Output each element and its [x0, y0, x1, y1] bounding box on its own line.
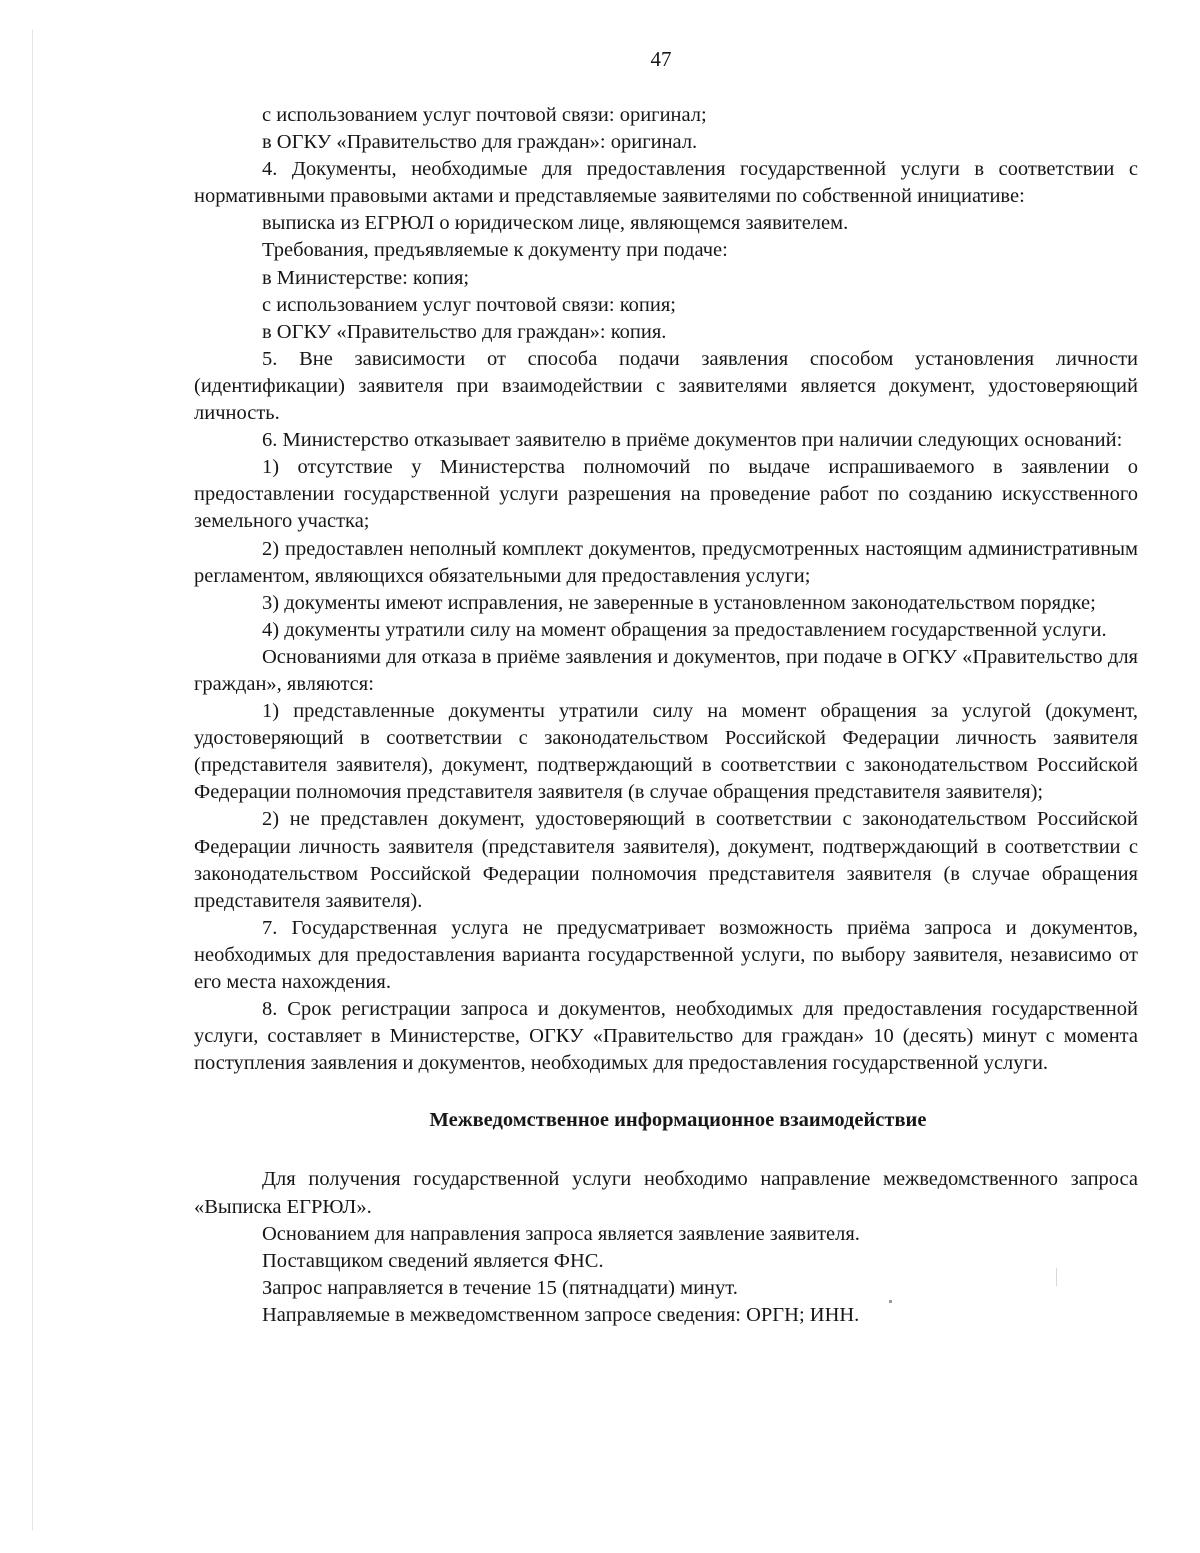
paragraph: Запрос направляется в течение 15 (пятнадцати) минут. — [262, 1276, 738, 1299]
paragraph: с использованием услуг почтовой связи: копия; — [262, 293, 676, 316]
scan-margin-line — [32, 30, 33, 1530]
page-number: 47 — [650, 47, 672, 71]
paragraph: Для получения государственной услуги необходимо направление межведомственного запроса «Выписка ЕГРЮЛ». — [194, 1168, 1138, 1218]
document-body — [194, 102, 1138, 1329]
paragraph: Основаниями для отказа в приёме заявления и документов, при подаче в ОГКУ «Правительство для граждан», являются: — [194, 645, 1138, 695]
paragraph: в ОГКУ «Правительство для граждан»: копия. — [262, 320, 667, 343]
paragraph: 4. Документы, необходимые для предоставления государственной услуги в соответствии с нормативными правовыми актами и представляемые заявителями по собственной инициативе: — [194, 158, 1138, 208]
paragraph: 8. Срок регистрации запроса и документов, необходимых для предоставления государственной услуги, составляет в Министерстве, ОГКУ «Правительство для граждан» 10 (десять) минут с момента поступления заявления и документов, необходимых для предоставления государственной услуги. — [194, 998, 1138, 1075]
paragraph: 1) представленные документы утратили силу на момент обращения за услугой (документ, удостоверяющий в соответствии с законодательством Российской Федерации личность заявителя (представителя заявителя), документ, подтверждающий в соответствии с законодательством Российской Федерации полномочия представителя заявителя (в случае обращения представителя заявителя); — [194, 700, 1138, 804]
paragraph: 7. Государственная услуга не предусматривает возможность приёма запроса и документов, необходимых для предоставления варианта государственной услуги, по выбору заявителя, независимо от его места нахождения. — [194, 916, 1138, 993]
paragraph: Поставщиком сведений является ФНС. — [262, 1249, 604, 1272]
paragraph: 3) документы имеют исправления, не заверенные в установленном законодательством порядке; — [262, 591, 1096, 614]
paragraph: 6. Министерство отказывает заявителю в приёме документов при наличии следующих оснований: — [262, 429, 1123, 452]
section-heading: Межведомственное информационное взаимодействие — [429, 1109, 927, 1132]
paragraph: выписка из ЕГРЮЛ о юридическом лице, являющемся заявителем. — [262, 212, 849, 235]
paragraph: 5. Вне зависимости от способа подачи заявления способом установления личности (идентификации) заявителя при взаимодействии с заявителями является документ, удостоверяющий личность. — [194, 347, 1138, 425]
paragraph: 4) документы утратили силу на момент обращения за предоставлением государственной услуги. — [262, 618, 1107, 641]
paragraph: Основанием для направления запроса является заявление заявителя. — [262, 1222, 860, 1245]
paragraph: 1) отсутствие у Министерства полномочий по выдаче испрашиваемого в заявлении о предоставлении государственной услуги разрешения на проведение работ по созданию искусственного земельного участка; — [194, 456, 1138, 533]
paragraph: в ОГКУ «Правительство для граждан»: оригинал. — [262, 131, 698, 154]
paragraph: в Министерстве: копия; — [262, 266, 470, 289]
paragraph: 2) не представлен документ, удостоверяющий в соответствии с законодательством Российской Федерации личность заявителя (представителя заявителя), документ, подтверждающий в соответствии с законодательством Российской Федерации полномочия представителя заявителя (в случае обращения представителя заявителя). — [194, 808, 1138, 912]
paragraph: Требования, предъявляемые к документу при подаче: — [262, 239, 728, 262]
paragraph: с использованием услуг почтовой связи: оригинал; — [262, 104, 707, 126]
paragraph: Направляемые в межведомственном запросе сведения: ОРГН; ИНН. — [262, 1303, 860, 1326]
paragraph: 2) предоставлен неполный комплект документов, предусмотренных настоящим административным регламентом, являющихся обязательными для предоставления услуги; — [194, 537, 1138, 587]
